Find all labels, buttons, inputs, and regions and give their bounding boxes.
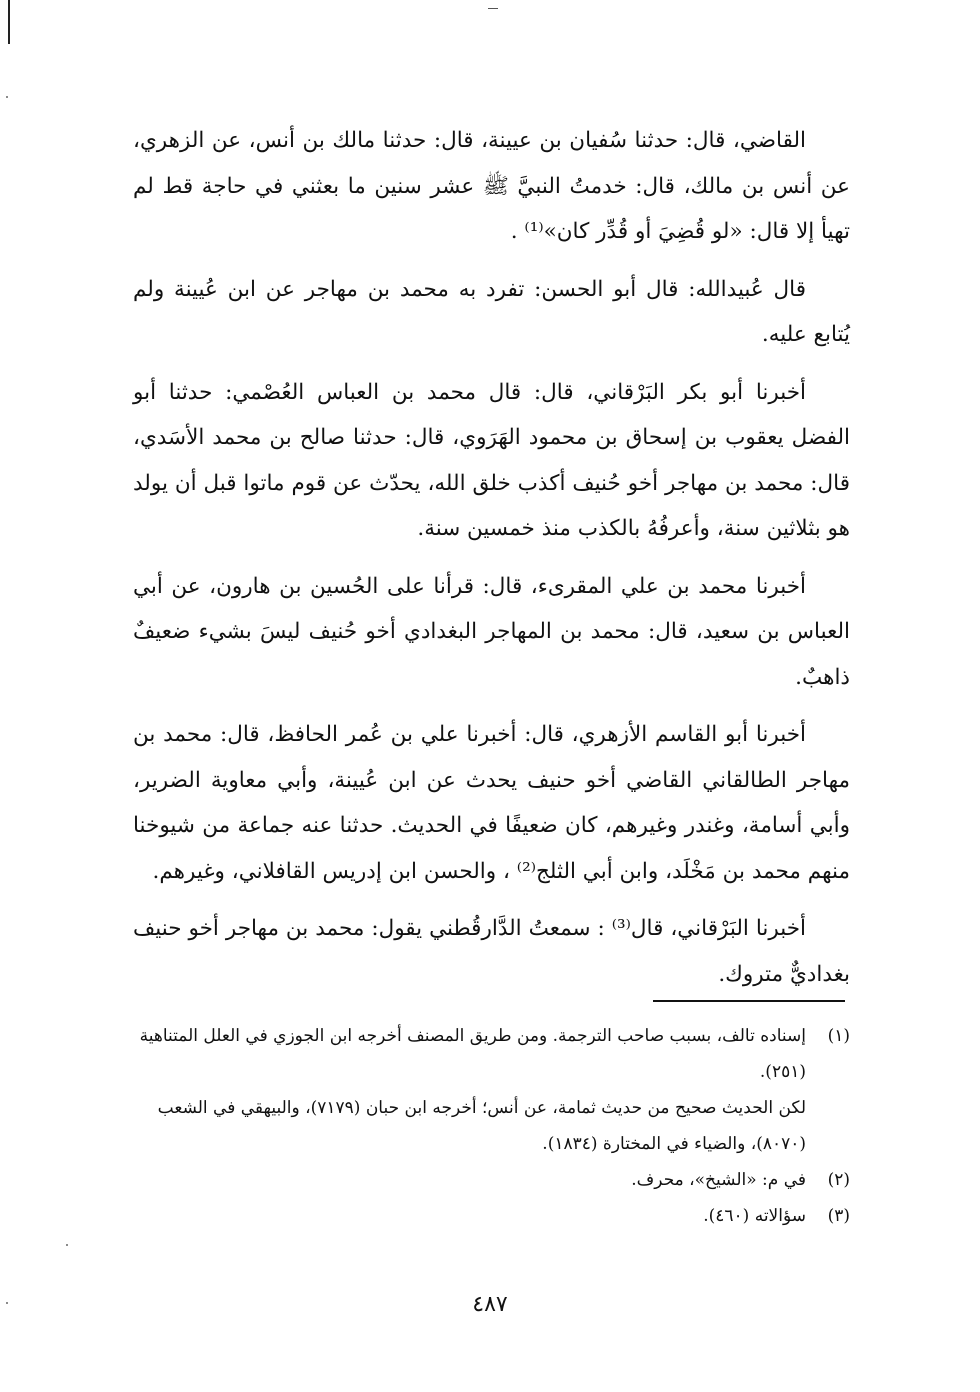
paragraph: القاضي، قال: حدثنا سُفيان بن عيينة، قال: حدثنا مالك بن أنس، عن الزهري، عن أنس بن مالك، قال: خدمتُ النبيَّ ﷺ عشر سنين ما بعثني في حاجة قط لم تهيأ إلا قال: «لو قُضِيَ أو قُدِّر كان»⁽¹⁾ . [133, 128, 850, 244]
footnote-item [133, 1162, 850, 1198]
footnote-text: سؤالاته (٤٦٠). [703, 1206, 806, 1226]
footnote-number: (٢) [827, 1170, 850, 1190]
main-text [133, 118, 850, 1009]
scan-edge-mark [8, 0, 10, 44]
footnote-number: (١) [827, 1026, 850, 1046]
footnote-text: إسناده تالف، بسبب صاحب الترجمة. ومن طريق المصنف أخرجه ابن الجوزي في العلل المتناهية (٢٥١). [139, 1026, 806, 1082]
page-number: ٤٨٧ [472, 1292, 508, 1317]
scan-speck [6, 96, 8, 98]
paragraph: قال عُبيدالله: قال أبو الحسن: تفرد به محمد بن مهاجر عن ابن عُيينة ولم يُتابع عليه. [133, 276, 850, 347]
footnotes [133, 1018, 850, 1234]
footnote-item [133, 1018, 850, 1090]
paragraph: أخبرنا محمد بن علي المقرىء، قال: قرأنا على الحُسين بن هارون، عن أبي العباس بن سعيد، قال: محمد بن المهاجر البغدادي أخو حُنيف ليسَ بشيء ضعيفٌ ذاهبٌ. [133, 573, 850, 690]
footnote-continuation: لكن الحديث صحيح من حديث ثمامة، عن أنس؛ أخرجه ابن حبان (٧١٧٩)، والبيهقي في الشعب (٨٠٧٠)، والضياء في المختارة (١٨٣٤). [157, 1098, 806, 1154]
footnote-text: في م: «الشيخ»، محرف. [631, 1170, 806, 1190]
paragraph: أخبرنا البَرْقاني، قال⁽³⁾ : سمعتُ الدَّارقُطني يقول: محمد بن مهاجر أخو حنيف بغداديٌّ متروك. [133, 916, 850, 987]
paragraph: أخبرنا أبو بكر البَرْقاني، قال: قال محمد بن العباس العُصْمي: حدثنا أبو الفضل يعقوب بن إسحاق بن محمود الهَرَوي، قال: حدثنا صالح بن محمد الأسَدي، قال: محمد بن مهاجر أخو حُنيف أكذب خلق الله، يحدّث عن قوم ماتوا قبل أن يولد هو بثلاثين سنة، وأعرفُهُ بالكذب منذ خمسين سنة. [133, 379, 850, 541]
scan-speck [66, 1244, 68, 1246]
footnote-separator [653, 1000, 845, 1002]
scan-top-mark [488, 8, 498, 9]
scan-speck [6, 1302, 8, 1304]
footnote-number: (٣) [827, 1206, 850, 1226]
paragraph: أخبرنا أبو القاسم الأزهري، قال: أخبرنا علي بن عُمر الحافظ، قال: محمد بن مهاجر الطالقاني القاضي أخو حنيف يحدث عن ابن عُيينة، وأبي معاوية الضرير، وأبي أسامة، وغندر وغيرهم، كان ضعيفًا في الحديث. حدثنا عنه جماعة من شيوخنا منهم محمد بن مَخْلَد، وابن أبي الثلج⁽²⁾ ، والحسن ابن إدريس القافلاني، وغيرهم. [133, 722, 850, 884]
footnote-item [133, 1198, 850, 1234]
